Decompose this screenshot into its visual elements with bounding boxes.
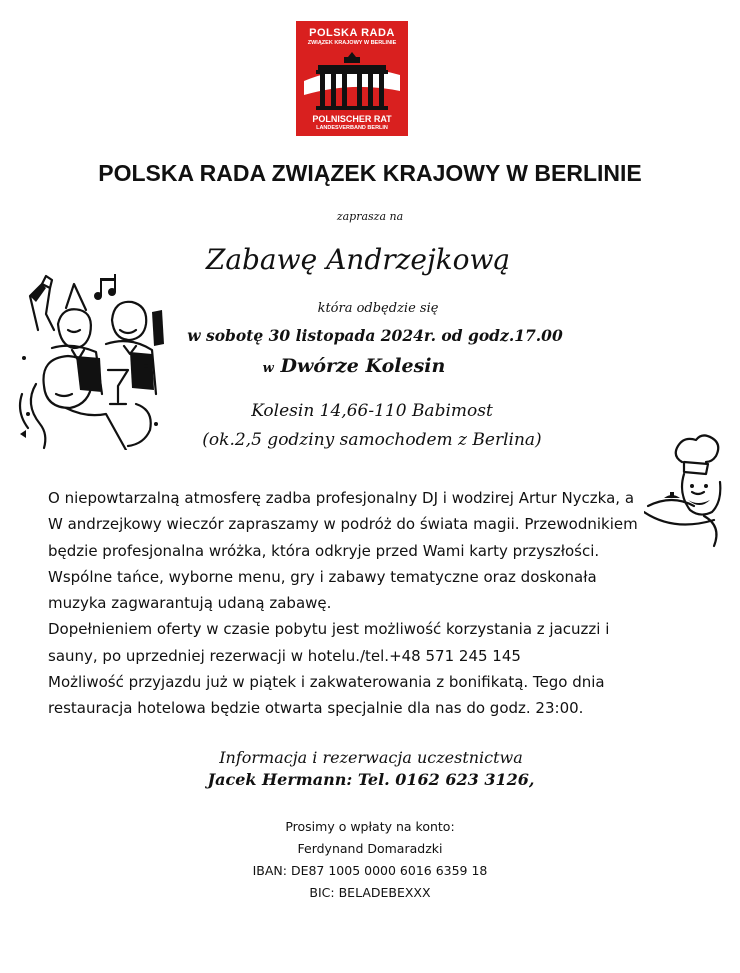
description-line: Wspólne tańce, wyborne menu, gry i zabawy tematyczne oraz doskonała [48,567,597,586]
event-intro: która odbędzie się [317,301,439,316]
event-title: Zabawę Andrzejkową [205,243,511,276]
organization-logo [296,21,408,136]
party-people-illustration [16,274,168,450]
logo-line4: LANDESVERBAND BERLIN [316,125,388,131]
account-holder: Ferdynand Domaradzki [297,841,443,856]
payment-label: Prosimy o wpłaty na konto: [285,819,455,834]
event-distance: (ok.2,5 godziny samochodem z Berlina) [202,430,542,450]
brandenburg-gate-icon [304,51,400,113]
logo-line1: POLSKA RADA [309,27,395,39]
event-date: w sobotę 30 listopada 2024r. od godz.17.00 [187,326,563,345]
description-line: restauracja hotelowa będzie otwarta specjalnie dla nas do godz. 23:00. [48,699,584,718]
event-description [48,485,688,722]
venue-name: Dwórze Kolesin [280,355,446,377]
page-title: POLSKA RADA ZWIĄZEK KRAJOWY W BERLINIE [98,160,642,186]
invite-label: zaprasza na [336,210,404,223]
contact-label: Informacja i rezerwacja uczestnictwa [219,748,523,767]
description-line: W andrzejkowy wieczór zapraszamy w podróż do świata magii. Przewodnikiem [48,515,638,534]
description-line: Możliwość przyjazdu już w piątek i zakwaterowania z bonifikatą. Tego dnia [48,673,605,692]
contact-phone: Jacek Hermann: Tel. 0162 623 3126, [207,770,535,789]
venue-prefix: w [262,361,274,376]
description-line: O niepowtarzalną atmosferę zadba profesjonalny DJ i wodzirej Artur Nyczka, a [48,489,635,507]
description-line: Dopełnieniem oferty w czasie pobytu jest możliwość korzystania z jacuzzi i [48,620,610,639]
description-line: muzyka zagwarantują udaną zabawę. [48,594,332,613]
description-line: sauny, po uprzedniej rezerwacji w hotelu./tel.+48 571 245 145 [48,646,521,665]
account-iban: IBAN: DE87 1005 0000 6016 6359 18 [252,863,488,878]
description-line: będzie profesjonalna wróżka, która odkryje przed Wami karty przyszłości. [48,541,600,560]
logo-line2: ZWIĄZEK KRAJOWY W BERLINIE [307,40,397,46]
account-bic: BIC: BELADEBEXXX [309,885,431,900]
logo-line3: POLNISCHER RAT [312,114,392,124]
event-address: Kolesin 14,66-110 Babimost [251,401,493,421]
